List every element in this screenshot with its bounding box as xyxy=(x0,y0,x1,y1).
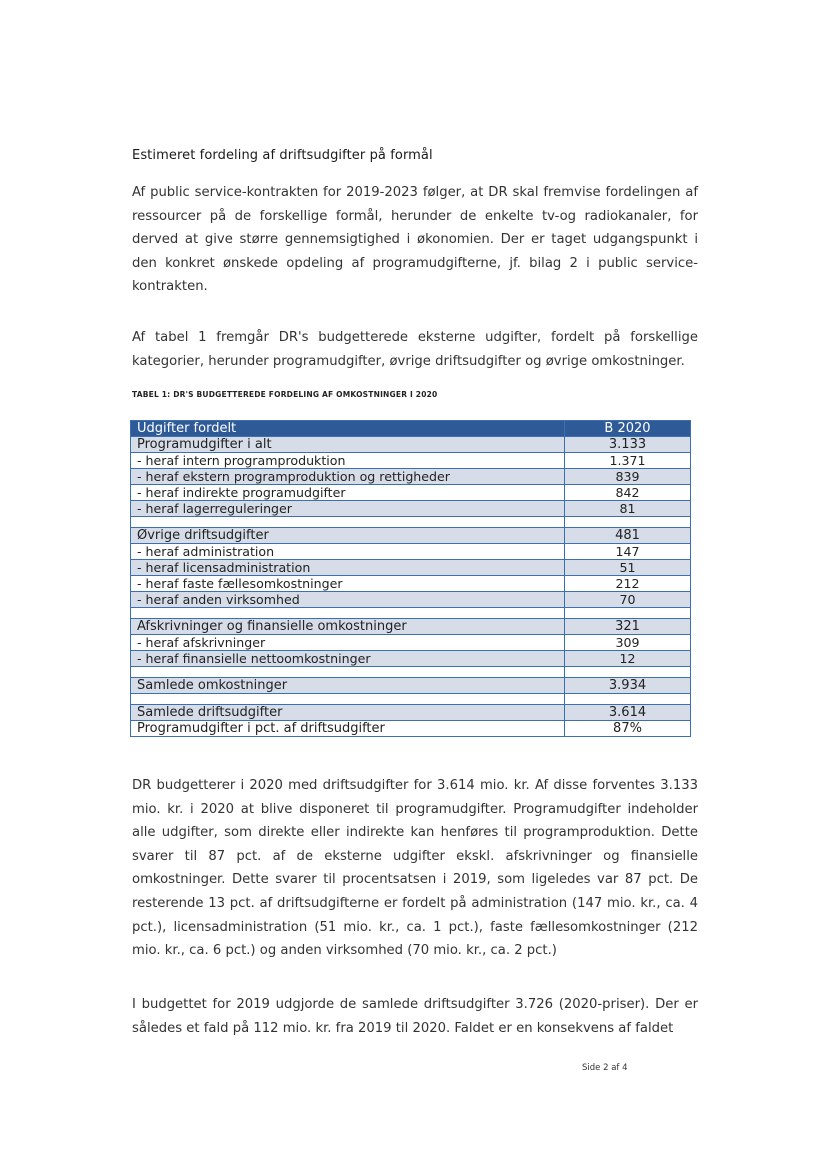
row-label: - heraf ekstern programproduktion og rettigheder xyxy=(131,469,565,485)
table-row xyxy=(131,635,691,651)
row-value: 481 xyxy=(565,528,691,544)
table-row xyxy=(131,560,691,576)
row-value: 87% xyxy=(565,721,691,737)
row-value: 212 xyxy=(565,576,691,592)
table-row xyxy=(131,485,691,501)
page-number: Side 2 af 4 xyxy=(582,1063,628,1073)
paragraph-table-reference: Af tabel 1 fremgår DR's budgetterede eksterne udgifter, fordelt på forskellige kategorier, herunder programudgifter, øvrige driftsudgifter og øvrige omkostninger. xyxy=(132,330,698,369)
budget-table xyxy=(130,420,691,737)
row-label: - heraf lagerreguleringer xyxy=(131,501,565,517)
table-row xyxy=(131,619,691,635)
table-row xyxy=(131,678,691,694)
row-value: 3.934 xyxy=(565,678,691,694)
paragraph-budget-analysis: DR budgetterer i 2020 med driftsudgifter for 3.614 mio. kr. Af disse forventes 3.133 mio. kr. i 2020 at blive disponeret til programudgifter. Programudgifter indeholder alle udgifter, som direkte eller indirekte kan henføres til programproduktion. Dette svarer til 87 pct. af de eksterne udgifter ekskl. afskrivninger og finansielle omkostninger. Dette svarer til procentsatsen i 2019, som ligeledes var 87 pct. De resterende 13 pct. af driftsudgifterne er fordelt på administration (147 mio. kr., ca. 4 pct.), licensadministration (51 mio. kr., ca. 1 pct.), faste fællesomkostninger (212 mio. kr., ca. 6 pct.) og anden virksomhed (70 mio. kr., ca. 2 pct.) xyxy=(132,778,698,959)
row-label: Øvrige driftsudgifter xyxy=(131,528,565,544)
row-label: - heraf finansielle nettoomkostninger xyxy=(131,651,565,667)
row-label: - heraf indirekte programudgifter xyxy=(131,485,565,501)
row-value: 842 xyxy=(565,485,691,501)
row-value: 81 xyxy=(565,501,691,517)
row-label: Programudgifter i pct. af driftsudgifter xyxy=(131,721,565,737)
row-label: Samlede driftsudgifter xyxy=(131,705,565,721)
table-row xyxy=(131,453,691,469)
table-spacer-row xyxy=(131,517,691,528)
row-label: - heraf administration xyxy=(131,544,565,560)
row-label: Samlede omkostninger xyxy=(131,678,565,694)
row-value: 839 xyxy=(565,469,691,485)
paragraph-intro: Af public service-kontrakten for 2019-2023 følger, at DR skal fremvise fordelingen af ressourcer på de forskellige formål, herunder de enkelte tv-og radiokanaler, for derved at give større gennemsigtighed i økonomien. Der er taget udgangspunkt i den konkret ønskede opdeling af programudgifterne, jf. bilag 2 i public service-kontrakten. xyxy=(132,185,698,295)
table-row xyxy=(131,721,691,737)
row-label: - heraf licensadministration xyxy=(131,560,565,576)
table-row xyxy=(131,437,691,453)
row-label: - heraf anden virksomhed xyxy=(131,592,565,608)
row-value: 309 xyxy=(565,635,691,651)
table-row xyxy=(131,544,691,560)
row-value: 1.371 xyxy=(565,453,691,469)
row-label: Programudgifter i alt xyxy=(131,437,565,453)
table-row xyxy=(131,528,691,544)
header-label: Udgifter fordelt xyxy=(131,421,565,437)
table-spacer-row xyxy=(131,667,691,678)
header-value: B 2020 xyxy=(565,421,691,437)
table-spacer-row xyxy=(131,608,691,619)
row-value: 147 xyxy=(565,544,691,560)
row-value: 321 xyxy=(565,619,691,635)
table-row xyxy=(131,705,691,721)
section-heading: Estimeret fordeling af driftsudgifter på formål xyxy=(132,148,433,163)
row-value: 3.133 xyxy=(565,437,691,453)
table-row xyxy=(131,592,691,608)
table-header-row xyxy=(131,421,691,437)
row-label: - heraf faste fællesomkostninger xyxy=(131,576,565,592)
row-value: 12 xyxy=(565,651,691,667)
table-spacer-row xyxy=(131,694,691,705)
row-value: 3.614 xyxy=(565,705,691,721)
row-label: - heraf afskrivninger xyxy=(131,635,565,651)
row-label: - heraf intern programproduktion xyxy=(131,453,565,469)
table-caption: TABEL 1: DR'S BUDGETTEREDE FORDELING AF OMKOSTNINGER I 2020 xyxy=(132,390,438,399)
paragraph-2019-comparison: I budgettet for 2019 udgjorde de samlede driftsudgifter 3.726 (2020-priser). Der er således et fald på 112 mio. kr. fra 2019 til 2020. Faldet er en konsekvens af faldet xyxy=(132,997,698,1036)
row-label: Afskrivninger og finansielle omkostninger xyxy=(131,619,565,635)
table-row xyxy=(131,576,691,592)
row-value: 70 xyxy=(565,592,691,608)
table-row xyxy=(131,469,691,485)
row-value: 51 xyxy=(565,560,691,576)
table-row xyxy=(131,501,691,517)
table-row xyxy=(131,651,691,667)
